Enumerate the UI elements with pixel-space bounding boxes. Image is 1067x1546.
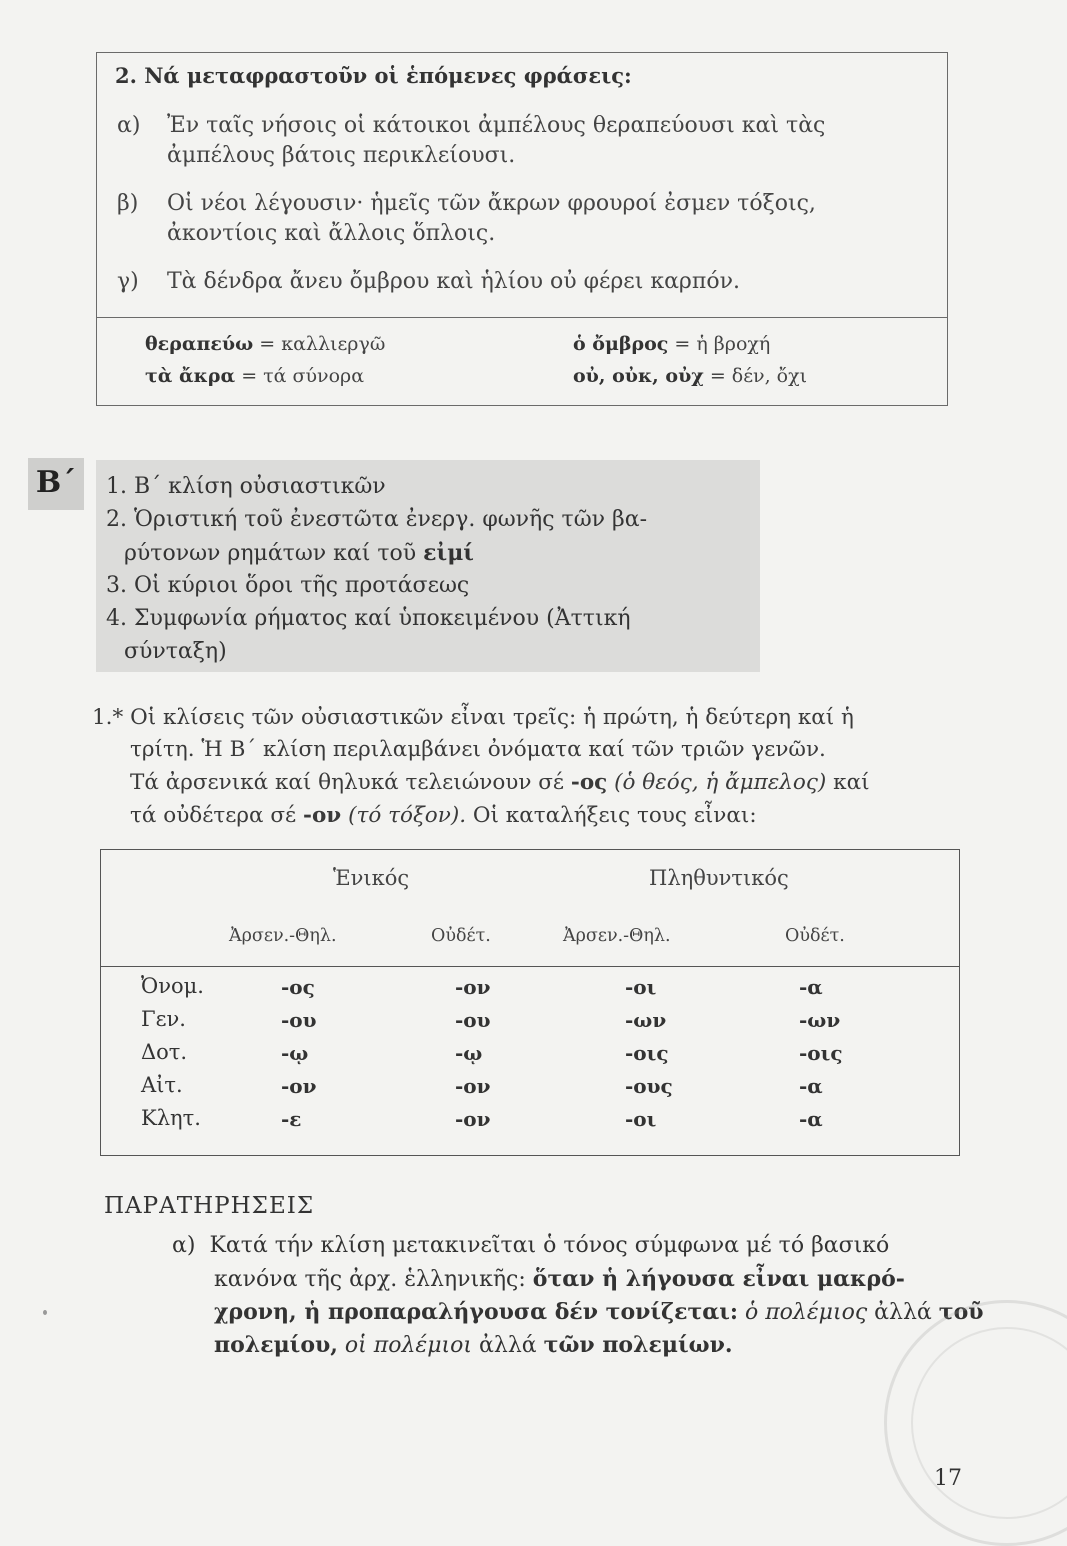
ending: -ου <box>455 1008 491 1032</box>
ending: -α <box>799 1107 823 1131</box>
gloss-term: θεραπεύω <box>145 333 254 355</box>
header-neuter: Οὐδέτ. <box>431 926 491 946</box>
item-line: Ἐν ταῖς νήσοις οἱ κάτοικοι ἀμπέλους θεραπεύουσι καὶ τὰς <box>167 113 826 138</box>
ending: -α <box>799 1074 823 1098</box>
ending: -ων <box>625 1008 667 1032</box>
observations-title: ΠΑΡΑΤΗΡΗΣΕΙΣ <box>104 1193 315 1219</box>
gloss-meaning: = ἡ βροχή <box>674 333 771 355</box>
section-topic: 1. Β΄ κλίση οὐσιαστικῶν <box>106 474 386 499</box>
paragraph-line: 1.* Οἱ κλίσεις τῶν οὐσιαστικῶν εἶναι τρεῖς: ἡ πρώτη, ἡ δεύτερη καί ἡ <box>92 705 854 730</box>
case-label: Δοτ. <box>141 1040 188 1064</box>
ending: -ον <box>281 1074 317 1098</box>
item-line: Τὰ δένδρα ἄνευ ὄμβρου καὶ ἡλίου οὐ φέρει καρπόν. <box>167 269 740 294</box>
paragraph-line: τρίτη. Ἡ Β΄ κλίση περιλαμβάνει ὀνόματα καί τῶν τριῶν γενῶν. <box>130 737 826 762</box>
exercise-item-a <box>117 111 825 171</box>
header-plural: Πληθυντικός <box>649 866 789 890</box>
item-line: ἀκοντίοις καὶ ἄλλοις ὅπλοις. <box>167 221 496 246</box>
header-masc-fem: Ἀρσεν.-Θηλ. <box>229 926 337 946</box>
ending: -ον <box>455 1074 491 1098</box>
item-line: ἀμπέλους βάτοις περικλείουσι. <box>167 143 516 168</box>
gloss-term: τὰ ἄκρα <box>145 365 236 387</box>
ending: -οις <box>799 1041 843 1065</box>
observation-line: κανόνα τῆς ἀρχ. ἑλληνικῆς: ὅταν ἡ λήγουσα εἶναι μακρό- <box>214 1266 905 1292</box>
ending: -ος <box>281 975 315 999</box>
section-topic: 3. Οἱ κύριοι ὅροι τῆς προτάσεως <box>106 573 470 598</box>
paragraph-line: Τά ἀρσενικά καί θηλυκά τελειώνουν σέ -ος (ὁ θεός, ἡ ἄμπελος) καί <box>130 770 870 795</box>
observation-marker: α) <box>172 1233 196 1258</box>
glossary-entry <box>145 333 385 355</box>
header-masc-fem: Ἀρσεν.-Θηλ. <box>563 926 671 946</box>
page-number: 17 <box>934 1466 962 1491</box>
observation-line: α) Κατά τήν κλίση μετακινεῖται ὁ τόνος σύμφωνα μέ τό βασικό <box>172 1233 890 1258</box>
item-marker: β) <box>117 191 139 216</box>
observation-line: πολεμίου, οἱ πολέμιοι ἀλλά τῶν πολεμίων. <box>214 1332 733 1358</box>
eimi-word: εἰμί <box>423 540 474 566</box>
paragraph-number: 1.* <box>92 705 124 730</box>
exercise-item-b <box>117 189 816 249</box>
glossary-entry <box>145 365 364 387</box>
ending: -ου <box>281 1008 317 1032</box>
glossary-entry <box>573 333 770 355</box>
glossary-entry <box>573 365 807 387</box>
ending: -ον <box>455 975 491 999</box>
ending: -ῳ <box>455 1041 483 1065</box>
gloss-meaning: = καλλιεργῶ <box>259 333 386 355</box>
item-line: Οἱ νέοι λέγουσιν· ἡμεῖς τῶν ἄκρων φρουροί ἐσμεν τόξοις, <box>167 191 816 216</box>
header-singular: Ἑνικός <box>333 866 410 890</box>
section-topic: 2. Ὁριστική τοῦ ἐνεστῶτα ἐνεργ. φωνῆς τῶν βα- <box>106 507 648 532</box>
section-topic: σύνταξη) <box>124 639 227 664</box>
case-label: Γεν. <box>141 1007 186 1031</box>
ending: -α <box>799 975 823 999</box>
speck <box>43 1310 47 1315</box>
box-divider <box>97 317 947 318</box>
ending: -οις <box>625 1041 669 1065</box>
ending: -οι <box>625 1107 657 1131</box>
item-marker: α) <box>117 113 141 138</box>
ending: -οι <box>625 975 657 999</box>
gloss-term: οὐ, οὐκ, οὐχ <box>573 365 704 387</box>
library-stamp <box>884 1300 1067 1546</box>
ending: -ον <box>455 1107 491 1131</box>
case-label: Αἰτ. <box>141 1073 183 1097</box>
ending: -ων <box>799 1008 841 1032</box>
header-neuter: Οὐδέτ. <box>785 926 845 946</box>
gloss-term: ὁ ὄμβρος <box>573 333 669 355</box>
item-marker: γ) <box>117 269 139 294</box>
ending: -ῳ <box>281 1041 309 1065</box>
section-summary-box <box>96 460 760 672</box>
ending: -ους <box>625 1074 673 1098</box>
exercise-title: 2. Νά μεταφραστοῦν οἱ ἑπόμενες φράσεις: <box>115 63 632 88</box>
ending: -ε <box>281 1107 302 1131</box>
table-divider <box>101 966 959 967</box>
exercise-box <box>96 52 948 406</box>
observation-line: χρονη, ἡ προπαραλήγουσα δέν τονίζεται: ὁ πολέμιος ἀλλά τοῦ <box>214 1299 984 1325</box>
section-topic: ρύτονων ρημάτων καί τοῦ εἰμί <box>124 540 474 566</box>
gloss-meaning: = τά σύνορα <box>241 365 365 387</box>
section-topic: 4. Συμφωνία ρήματος καί ὑποκειμένου (Ἀττική <box>106 606 631 631</box>
section-badge: Β΄ <box>28 458 84 510</box>
case-label: Κλητ. <box>141 1106 201 1130</box>
gloss-meaning: = δέν, ὄχι <box>709 365 808 387</box>
case-label: Ὀνομ. <box>141 974 204 998</box>
declension-table <box>100 849 960 1156</box>
exercise-item-c <box>117 267 740 297</box>
paragraph-line: τά οὐδέτερα σέ -ον (τό τόξον). Οἱ καταλήξεις τους εἶναι: <box>130 803 757 828</box>
